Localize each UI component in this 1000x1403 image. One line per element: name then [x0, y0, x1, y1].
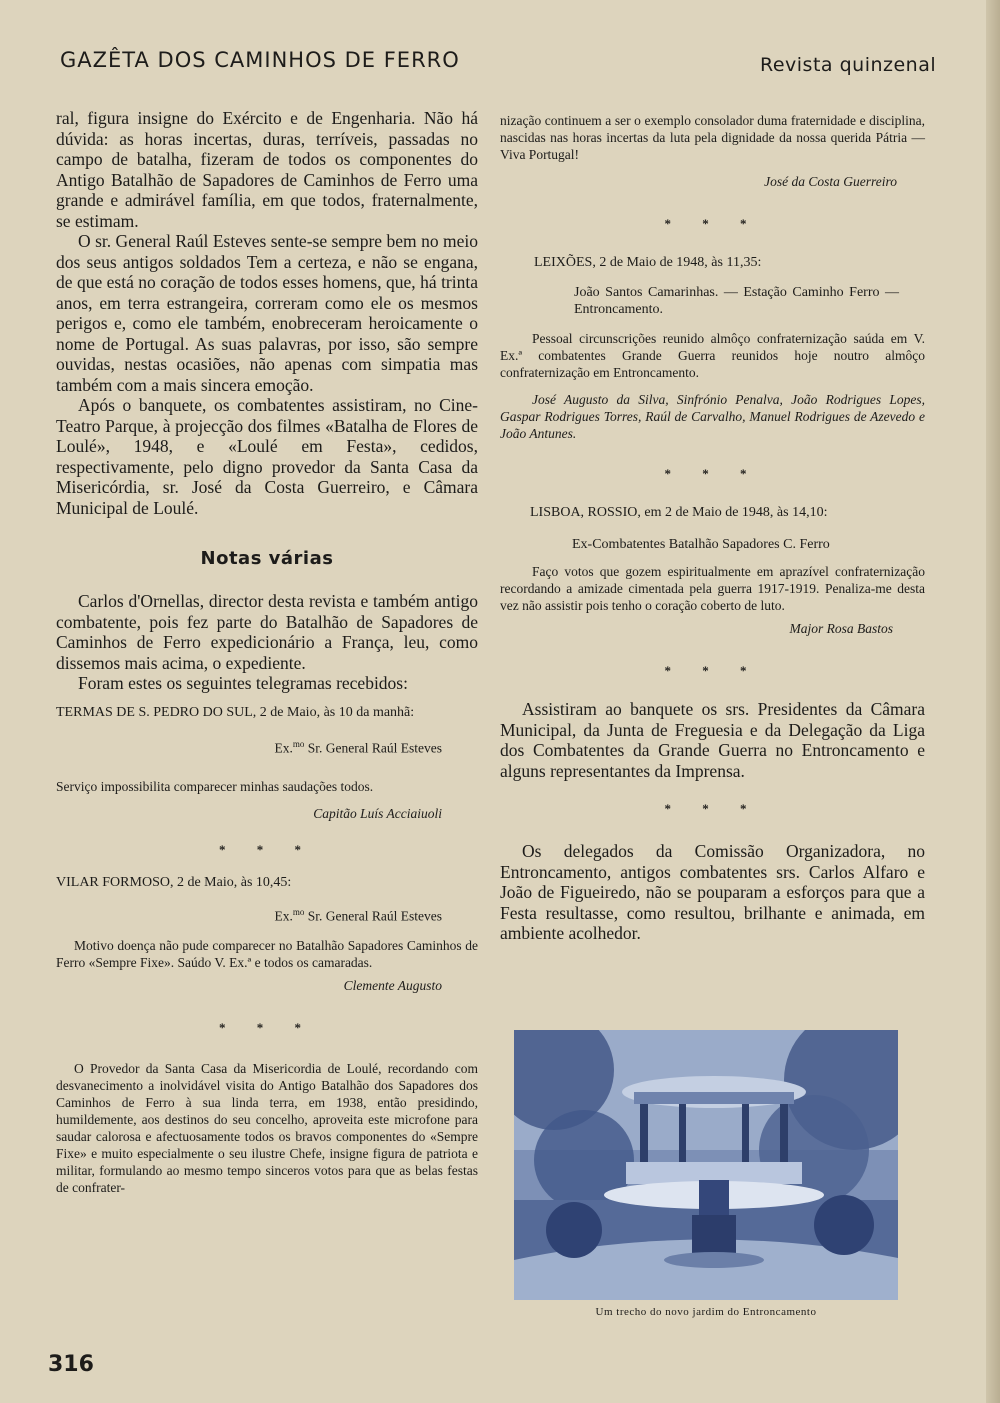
left-column [56, 108, 478, 1196]
section-separator: * * * [664, 466, 761, 481]
telegram-place: TERMAS DE S. PEDRO DO SUL, 2 de Maio, às 10 da manhã: [56, 704, 415, 720]
telegram-place: VILAR FORMOSO, 2 de Maio, às 10,45: [56, 875, 292, 890]
telegram-place: LEIXÕES, 2 de Maio de 1948, às 11,35: [534, 255, 762, 270]
running-header-title: GAZÊTA DOS CAMINHOS DE FERRO [60, 48, 460, 72]
telegram-addressee: Ex-Combatentes Batalhão Sapadores C. Ferro [572, 537, 830, 552]
telegram-addressee: João Santos Camarinhas. — Estação Caminho Ferro — Entroncamento. [574, 285, 899, 317]
telegram-signature: Major Rosa Bastos [789, 621, 893, 636]
telegram-body: Motivo doença não pude comparecer no Batalhão Sapadores Caminhos de Ferro «Sempre Fixe». Saúdo V. Ex.ª e todos os camaradas. [56, 937, 478, 970]
right-column [500, 112, 925, 944]
running-header-subtitle: Revista quinzenal [760, 54, 937, 76]
section-separator: * * * [664, 801, 761, 816]
paragraph: Foram estes os seguintes telegramas recebidos: [78, 673, 408, 693]
section-separator: * * * [664, 216, 761, 231]
telegram-signature: Capitão Luís Acciaiuoli [313, 806, 442, 821]
section-heading: Notas várias [200, 548, 334, 569]
telegram-place: LISBOA, ROSSIO, em 2 de Maio de 1948, às 14,10: [530, 505, 828, 520]
telegram-signature: Clemente Augusto [343, 977, 442, 993]
telegram-addressee: Ex.$^{mo}$ Sr. General Raúl Esteves [274, 907, 442, 924]
garden-photo [514, 1030, 898, 1300]
telegram-body: Serviço impossibilita comparecer minhas saudações todos. [56, 779, 374, 794]
paragraph: Após o banquete, os combatentes assistiram, no Cine-Teatro Parque, à projecção dos filmes «Batalha de Flores de Loulé», 1948, e «Loulé em Festa», cedidos, respectivamente, pelo digno provedor da Santa Casa da Misericórdia, sr. José da Costa Guerreiro, e Câmara Municipal de Loulé. [56, 395, 478, 518]
page-spine [986, 0, 1000, 1403]
paragraph: Carlos d'Ornellas, director desta revista e também antigo combatente, pois fez parte do Batalhão de Sapadores de Caminhos de Ferro expedicionário a França, leu, como dissemos mais acima, o expediente. [56, 591, 478, 673]
page-number: 316 [48, 1352, 94, 1377]
paragraph: Assistiram ao banquete os srs. Presidentes da Câmara Municipal, da Junta de Freguesia e da Delegação da Liga dos Combatentes da Grande Guerra no Entroncamento e alguns representantes da Imprensa. [500, 699, 925, 781]
telegram-addressee: Ex.$^{mo}$ Sr. General Raúl Esteves [274, 738, 442, 755]
telegram-body: Pessoal circunscrições reunido almôço confraternização saúda em V. Ex.ª combatentes Grande Guerra reunidos hoje noutro almôço confraternização em Entroncamento. [500, 331, 925, 380]
paragraph: Os delegados da Comissão Organizadora, no Entroncamento, antigos combatentes srs. Carlos Alfaro e João de Figueiredo, não se pouparam a esforços para que a Festa resultasse, como resultou, brilhante e animada, em ambiente acolhedor. [500, 841, 925, 943]
garden-photo-illustration [514, 1030, 898, 1300]
section-separator: * * * [219, 842, 315, 857]
photo-caption: Um trecho do novo jardim do Entroncamento [595, 1306, 817, 1318]
telegram-signature: José da Costa Guerreiro [764, 174, 897, 189]
paragraph: ral, figura insigne do Exército e de Engenharia. Não há dúvida: as horas incertas, duras, terríveis, passadas no campo de batalha, fizeram de todos os componentes do Antigo Batalhão de Sapadores de Caminhos de Ferro uma grande e admirável família, em que todos, fraternalmente, se estimam. [56, 108, 478, 231]
telegram-signature: José Augusto da Silva, Sinfrónio Penalva, João Rodrigues Lopes, Gaspar Rodrigues Torres, Raúl de Carvalho, Manuel Rodrigues de Azevedo e João Antunes. [500, 392, 925, 441]
telegram-body: Faço votos que gozem espiritualmente em aprazível confraternização recordando a amizade cimentada pela guerra 1917-1919. Penaliza-me desta vez não assistir pois tenho o coração coberto de luto. [500, 564, 925, 613]
telegram-body-continued: nização continuem a ser o exemplo consolador duma fraternidade e disciplina, nascidas nas horas incertas da luta pela dignidade da nossa querida Pátria — Viva Portugal! [500, 113, 925, 162]
telegram-body: O Provedor da Santa Casa da Misericordia de Loulé, recordando com desvanecimento a inolvidável visita do Antigo Batalhão dos Sapadores dos Caminhos de Ferro à sua linda terra, em 1938, então presidindo, humildemente, aos destinos do seu concelho, aproveita este microfone para saudar calorosa e afectuosamente todos os bravos componentes do «Sempre Fixe» e muito especialmente o seu ilustre Chefe, insigne figura de patriota e militar, formulando ao mesmo tempo sinceros votos para que as belas festas de confrater- [56, 1060, 478, 1195]
section-separator: * * * [219, 1019, 315, 1035]
paragraph: O sr. General Raúl Esteves sente-se sempre bem no meio dos seus antigos soldados Tem a certeza, e não se engana, de que está no coração de todos esses homens, que, há trinta anos, em terra estrangeira, correram como ele os mesmos perigos e, como ele também, enobreceram heroicamente o nome de Portugal. As suas palavras, por isso, são sempre ouvidas, nestas ocasiões, não apenas com simpatia mas também com a mais sincera emoção. [56, 231, 478, 395]
section-separator: * * * [664, 663, 761, 678]
